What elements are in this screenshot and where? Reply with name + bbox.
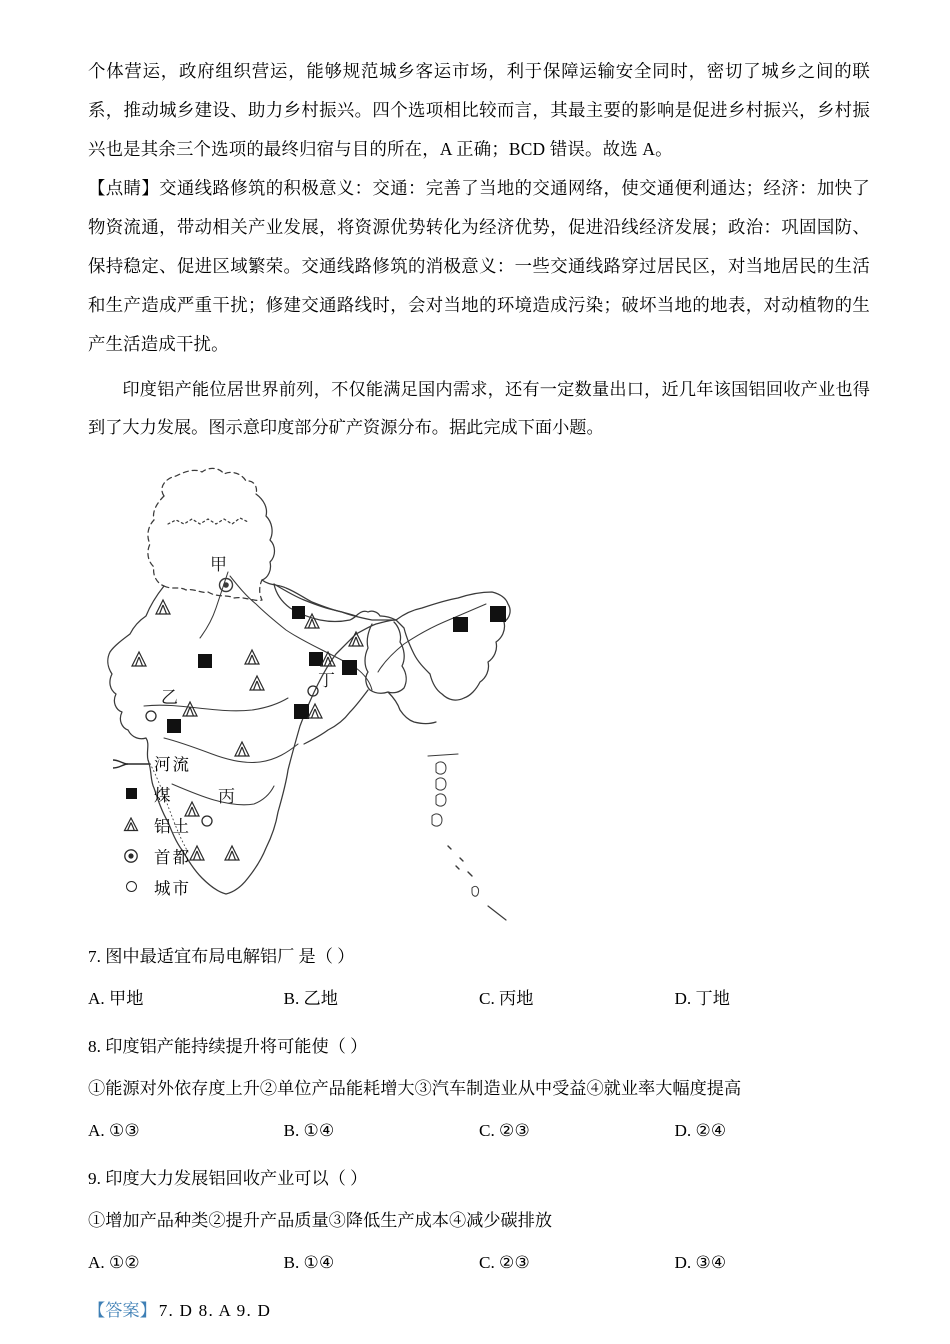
coal-symbol (309, 652, 323, 666)
andaman-island-3 (436, 794, 446, 806)
coal-symbol (167, 719, 181, 733)
map-label-ding: 丁 (318, 671, 335, 690)
question-9-text: 9. 印度大力发展铝回收产业可以（ ） (88, 1169, 368, 1188)
nicobar-dot-3 (456, 866, 459, 869)
coal-symbol (453, 617, 468, 632)
map-label-yi: 乙 (161, 688, 178, 707)
bauxite-symbol (308, 704, 322, 718)
kashmir-border-south (164, 580, 262, 600)
option-8-c[interactable]: C. ②③ (479, 1121, 530, 1140)
question-7-text: 7. 图中最适宜布局电解铝厂 是（ ） (88, 947, 355, 966)
question-8-statements: ①能源对外依存度上升②单位产品能耗增大③汽车制造业从中受益④就业率大幅度提高 (88, 1079, 742, 1098)
question-7-options (88, 984, 870, 1014)
brahmaputra-river (378, 604, 486, 672)
option-7-c[interactable]: C. 丙地 (479, 989, 534, 1008)
city-circle-icon (108, 881, 154, 892)
map-label-jia: 甲 (210, 555, 227, 574)
legend-row-bauxite (108, 809, 258, 840)
legend-label-coal: 煤 (154, 785, 173, 805)
option-7-d[interactable]: D. 丁地 (674, 989, 730, 1008)
capital-symbol (220, 579, 233, 592)
legend-label-bauxite: 铝土 (154, 816, 191, 836)
india-mineral-map-figure (88, 454, 870, 924)
question-9 (88, 1162, 870, 1278)
legend-label-city: 城市 (154, 878, 191, 898)
legend-row-river (108, 747, 258, 778)
question-8-options (88, 1116, 870, 1146)
coal-square-icon (108, 788, 154, 799)
coal-symbol (294, 704, 309, 719)
city-symbol (146, 711, 156, 721)
legend-row-coal (108, 778, 258, 809)
legend-label-river: 河流 (154, 754, 191, 774)
andaman-island-2 (436, 778, 446, 790)
nicobar-dot-1 (448, 846, 451, 849)
andaman-ruler-line (428, 754, 458, 756)
bauxite-symbol (245, 650, 259, 664)
answer-values: 7. D 8. A 9. D (158, 1301, 272, 1320)
explanation-paragraph-1: 个体营运，政府组织营运，能够规范城乡客运市场，利于保障运输安全同时，密切了城乡之间的联系，推动城乡建设、助力乡村振兴。四个选项相比较而言，其最主要的影响是促进乡村振兴，乡村振兴也是其余三个选项的最终归宿与目的所在，A 正确；BCD 错误。故选 A。 (88, 61, 870, 159)
nicobar-island-large (472, 886, 479, 896)
coal-symbol (490, 606, 506, 622)
river-line-icon (108, 756, 154, 770)
nicobar-dot-2 (460, 858, 463, 861)
option-9-c[interactable]: C. ②③ (479, 1253, 530, 1272)
page-content (88, 52, 870, 1326)
option-7-a[interactable]: A. 甲地 (88, 989, 144, 1008)
odisha-coast (304, 690, 368, 744)
question-8-text: 8. 印度铝产能持续提升将可能使（ ） (88, 1037, 368, 1056)
question-8 (88, 1030, 870, 1146)
option-8-b[interactable]: B. ①④ (283, 1121, 335, 1140)
coal-symbol (292, 606, 305, 619)
option-8-d[interactable]: D. ②④ (674, 1121, 727, 1140)
option-7-b[interactable]: B. 乙地 (283, 989, 338, 1008)
andaman-island-1 (436, 762, 446, 774)
bauxite-symbol (132, 652, 146, 666)
answer-tag-label: 【答案】 (88, 1301, 157, 1320)
option-8-a[interactable]: A. ①③ (88, 1121, 140, 1140)
bauxite-symbol (250, 676, 264, 690)
bhutan-boundary (356, 611, 396, 620)
question-9-options (88, 1248, 870, 1278)
bauxite-triangle-icon (108, 817, 154, 832)
question-9-statements: ①增加产品种类②提升产品质量③降低生产成本④减少碳排放 (88, 1211, 553, 1230)
option-9-a[interactable]: A. ①② (88, 1253, 140, 1272)
bengal-coast (388, 692, 436, 724)
option-9-b[interactable]: B. ①④ (283, 1253, 335, 1272)
bauxite-symbol (183, 702, 197, 716)
kashmir-border-west (148, 496, 164, 586)
nicobar-dot-4 (468, 872, 472, 876)
bangladesh-boundary (365, 622, 406, 693)
map-legend (108, 747, 258, 902)
option-9-d[interactable]: D. ③④ (674, 1253, 727, 1272)
legend-row-capital (108, 840, 258, 871)
kashmir-border-east (256, 494, 275, 580)
answer-line (88, 1296, 870, 1326)
legend-row-city (108, 871, 258, 902)
andaman-island-4 (432, 814, 442, 826)
coal-symbols-group (167, 606, 506, 733)
explanation-paragraph-2: 【点睛】交通线路修筑的积极意义：交通：完善了当地的交通网络，使交通便利通达；经济：加快了物资流通，带动相关产业发展，将资源优势转化为经济优势，促进沿线经济发展；政治：巩固国防、保持稳定、促进区域繁荣。交通线路修筑的消极意义：一些交通线路穿过居民区，对当地居民的生活和生产造成严重干扰；修建交通路线时，会对当地的环境造成污染；破坏当地的地表，对动植物的生产生活造成干扰。 (88, 178, 870, 354)
question-7 (88, 940, 870, 1014)
kashmir-border-north (162, 468, 257, 496)
coal-symbol (342, 660, 357, 675)
bauxite-symbol (156, 600, 170, 614)
legend-label-capital: 首都 (154, 847, 191, 867)
map-label-bing: 丙 (218, 787, 235, 806)
coal-symbol (198, 654, 212, 668)
indus-river (200, 572, 228, 638)
line-of-control (168, 518, 248, 524)
nepal-boundary (274, 584, 356, 616)
question-stem-paragraph: 印度铝产能位居世界前列，不仅能满足国内需求，还有一定数量出口，近几年该国铝回收产业也得到了大力发展。图示意印度部分矿产资源分布。据此完成下面小题。 (88, 379, 870, 437)
capital-double-circle-icon (108, 848, 154, 864)
nicobar-south-line (488, 906, 506, 920)
